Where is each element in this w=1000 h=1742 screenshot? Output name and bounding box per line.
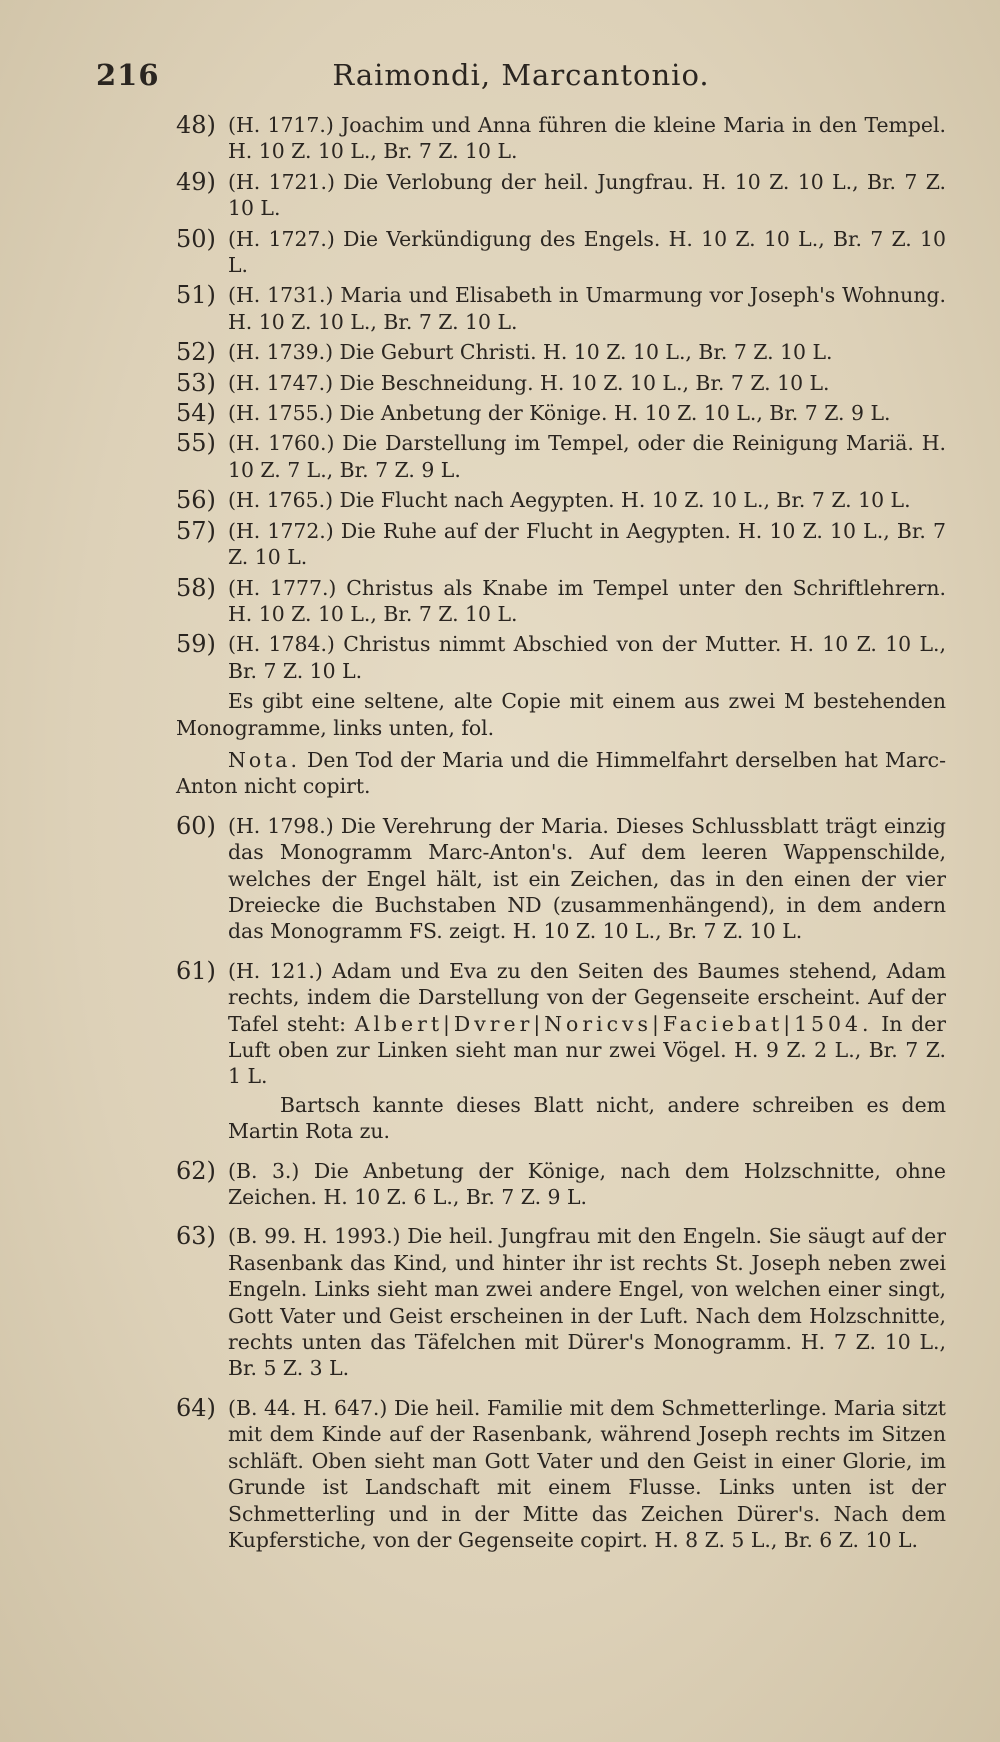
entry-number: 58) bbox=[176, 573, 216, 602]
catalog-entry bbox=[176, 1158, 946, 1211]
catalog-entry bbox=[176, 1395, 946, 1553]
entry-text: (H. 1717.) Joachim und Anna führen die kleine Maria in den Tempel. H. 10 Z. 10 L., Br. 7 Z. 10 L. bbox=[228, 113, 946, 164]
catalog-entry bbox=[176, 339, 946, 365]
entry-text: (H. 1727.) Die Verkündigung des Engels. H. 10 Z. 10 L., Br. 7 Z. 10 L. bbox=[228, 226, 946, 278]
entry-number: 63) bbox=[176, 1222, 216, 1251]
catalog-entry bbox=[176, 169, 946, 222]
catalog-entry bbox=[176, 631, 946, 684]
entry-number: 57) bbox=[176, 516, 216, 545]
entry-number: 64) bbox=[176, 1393, 216, 1422]
entry-text: (B. 99. H. 1993.) Die heil. Jungfrau mit den Engeln. Sie säugt auf der Rasenbank das Kind, und hinter ihr ist rechts St. Joseph neben zwei Engeln. Links sieht man zwei andere Engel, von welchen einer singt, Gott Vater und Geist erscheinen in der Luft. Nach dem Holzschnitte, rechts unten das Täfelchen mit Dürer's Monogramm. H. 7 Z. 10 L., Br. 5 Z. 3 L. bbox=[228, 1224, 946, 1381]
entry-number: 61) bbox=[176, 956, 216, 985]
entry-number: 54) bbox=[176, 399, 216, 428]
entry-text: (H. 1721.) Die Verlobung der heil. Jungfrau. H. 10 Z. 10 L., Br. 7 Z. 10 L. bbox=[228, 169, 946, 221]
entry-number: 60) bbox=[176, 811, 216, 840]
catalog-entry bbox=[176, 282, 946, 335]
catalog-entry bbox=[176, 400, 946, 426]
running-title: Raimondi, Marcantonio. bbox=[332, 58, 710, 92]
catalog-entry bbox=[176, 813, 946, 945]
entry-number: 59) bbox=[176, 630, 216, 659]
entry-text: (H. 1747.) Die Beschneidung. H. 10 Z. 10 L., Br. 7 Z. 10 L. bbox=[228, 370, 830, 395]
catalog-entry bbox=[176, 370, 946, 396]
nota-label: Nota. bbox=[228, 747, 300, 772]
entry-number: 49) bbox=[176, 167, 216, 196]
entry-number: 55) bbox=[176, 429, 216, 458]
catalog-entry bbox=[176, 487, 946, 513]
entry-text: (H. 1755.) Die Anbetung der Könige. H. 10 Z. 10 L., Br. 7 Z. 9 L. bbox=[228, 401, 891, 426]
entry-text: (H. 1772.) Die Ruhe auf der Flucht in Aegypten. H. 10 Z. 10 L., Br. 7 Z. 10 L. bbox=[228, 518, 946, 570]
entry-number: 56) bbox=[176, 486, 216, 515]
entry-text: (H. 1798.) Die Verehrung der Maria. Dieses Schlussblatt trägt einzig das Monogramm Marc-Anton's. Auf dem leeren Wappenschilde, welches der Engel hält, ist ein Zeichen, das in den einen der vier Dreiecke die Buchstaben ND (zusammenhängend), in dem andern das Monogramm FS. zeigt. H. 10 Z. 10 L., Br. 7 Z. 10 L. bbox=[228, 813, 946, 944]
entry-text bbox=[228, 958, 946, 1090]
entry-number: 50) bbox=[176, 224, 216, 253]
catalog-entry bbox=[176, 518, 946, 571]
page-header bbox=[96, 52, 946, 96]
entry-text: (H. 1777.) Christus als Knabe im Tempel unter den Schriftlehrern. H. 10 Z. 10 L., Br. 7 Z. 10 L. bbox=[228, 575, 946, 626]
entry-text: (B. 44. H. 647.) Die heil. Familie mit dem Schmetterlinge. Maria sitzt mit dem Kinde auf der Rasenbank, während Joseph rechts im Sitzen schläft. Oben sieht man Gott Vater und den Geist in einer Glorie, im Grunde ist Landschaft mit einem Flusse. Links unten ist der Schmetterling und in der Mitte das Zeichen Dürer's. Nach dem Kupferstiche, von der Gegenseite copirt. H. 8 Z. 5 L., Br. 6 Z. 10 L. bbox=[228, 1395, 946, 1552]
entry-number: 51) bbox=[176, 281, 216, 310]
page-body bbox=[176, 112, 946, 1557]
entry-number: 53) bbox=[176, 368, 216, 397]
entry-number: 48) bbox=[176, 111, 216, 139]
entry-text: (H. 1760.) Die Darstellung im Tempel, oder die Reinigung Mariä. H. 10 Z. 7 L., Br. 7 Z. 9 L. bbox=[228, 431, 946, 482]
page-number: 216 bbox=[96, 58, 160, 92]
catalog-entry bbox=[176, 112, 946, 165]
entry-text: (H. 1784.) Christus nimmt Abschied von der Mutter. H. 10 Z. 10 L., Br. 7 Z. 10 L. bbox=[228, 632, 946, 683]
entry-text: (B. 3.) Die Anbetung der Könige, nach dem Holzschnitte, ohne Zeichen. H. 10 Z. 6 L., Br. 7 Z. 9 L. bbox=[228, 1158, 946, 1210]
plate-inscription: Albert|Dvrer|Noricvs|Faciebat|1504. bbox=[354, 1011, 873, 1036]
entry-text: (H. 1739.) Die Geburt Christi. H. 10 Z. 10 L., Br. 7 Z. 10 L. bbox=[228, 340, 833, 365]
entry-number: 62) bbox=[176, 1156, 216, 1185]
nota-paragraph bbox=[176, 747, 946, 800]
bartsch-note: Bartsch kannte dieses Blatt nicht, andere schreiben es dem Martin Rota zu. bbox=[228, 1092, 946, 1144]
catalog-entry bbox=[176, 430, 946, 483]
nota-text: Den Tod der Maria und die Himmelfahrt derselben hat Marc-Anton nicht copirt. bbox=[176, 747, 946, 799]
catalog-entry bbox=[176, 226, 946, 279]
entry-text: (H. 1731.) Maria und Elisabeth in Umarmung vor Joseph's Wohnung. H. 10 Z. 10 L., Br. 7 Z. 10 L. bbox=[228, 283, 946, 334]
entry-text-part: (H. 121.) Adam und Eva zu den Seiten des Baumes stehend, Adam rechts, indem die Darstellung von der Gegenseite erscheint. Auf der Tafel steht: bbox=[228, 958, 946, 1036]
catalog-entry bbox=[176, 958, 946, 1145]
entry-number: 52) bbox=[176, 338, 216, 367]
catalog-entry bbox=[176, 575, 946, 628]
entry-text: (H. 1765.) Die Flucht nach Aegypten. H. 10 Z. 10 L., Br. 7 Z. 10 L. bbox=[228, 488, 911, 513]
entry-text-part: In der Luft oben zur Linken sieht man nur zwei Vögel. H. 9 Z. 2 L., Br. 7 Z. 1 L. bbox=[228, 1011, 947, 1089]
catalog-entry bbox=[176, 1223, 946, 1381]
copy-note-paragraph: Es gibt eine seltene, alte Copie mit einem aus zwei M bestehenden Monogramme, links unten, fol. bbox=[176, 689, 946, 740]
